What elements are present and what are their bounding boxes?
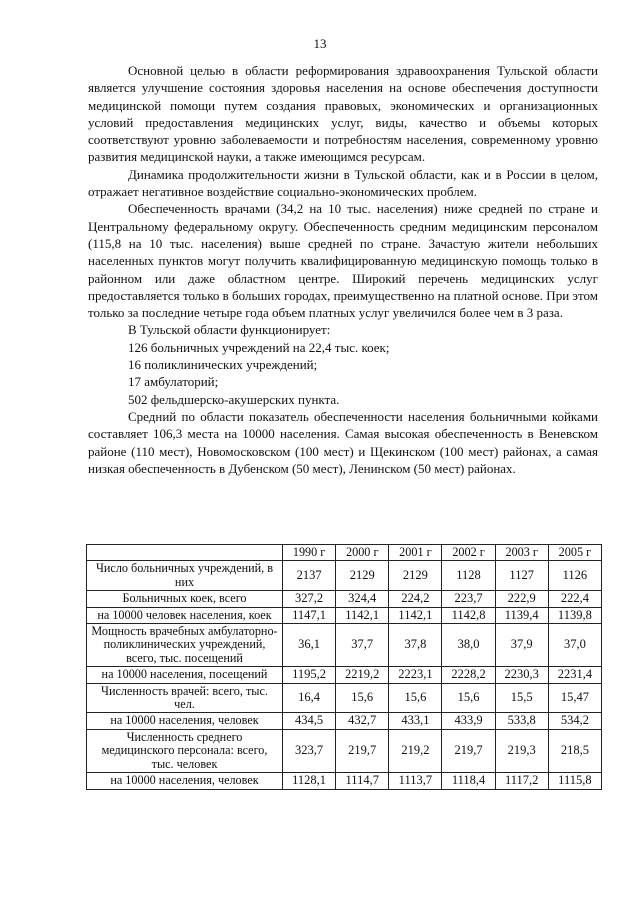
- paragraph-goal: Основной целью в области реформирования здравоохранения Тульской области является улучшение состояния здоровья населения на основе обеспечения доступности медицинской помощи путем создания правовых, экономических и организационных условий предоставления медицинских услуг, виды, качество и объемы которых соответствуют уровню заболеваемости и потребностям населения, современному уровню развития медицинской науки, а также имеющимся ресурсам.: [88, 63, 598, 165]
- table-header-cell: 2003 г: [495, 545, 548, 561]
- table-cell: 15,47: [548, 683, 601, 713]
- list-item: 17 амбулаторий;: [128, 374, 219, 390]
- table-row: [87, 667, 602, 683]
- table-cell: 1139,4: [495, 607, 548, 623]
- table-cell: 16,4: [283, 683, 336, 713]
- table-cell: 2230,3: [495, 667, 548, 683]
- table-cell: 1126: [548, 561, 601, 591]
- table-cell: 434,5: [283, 713, 336, 729]
- table-cell: 224,2: [389, 591, 442, 607]
- table-cell: 219,7: [336, 729, 389, 772]
- table-cell: 219,7: [442, 729, 495, 772]
- table-cell: 534,2: [548, 713, 601, 729]
- table-cell: 15,6: [389, 683, 442, 713]
- table-row: [87, 624, 602, 667]
- table-cell: 433,1: [389, 713, 442, 729]
- table-cell: 2223,1: [389, 667, 442, 683]
- table-row-label: Больничных коек, всего: [87, 591, 283, 607]
- table-cell: 1127: [495, 561, 548, 591]
- table-cell: 1113,7: [389, 773, 442, 789]
- table-header-cell: 2000 г: [336, 545, 389, 561]
- list-item: 16 поликлинических учреждений;: [128, 357, 318, 373]
- table-row: [87, 561, 602, 591]
- table-row-label: на 10000 человек населения, коек: [87, 607, 283, 623]
- table-row-label: Численность среднего медицинского персонала: всего, тыс. человек: [87, 729, 283, 772]
- table-cell: 2137: [283, 561, 336, 591]
- paragraph-staffing: Обеспеченность врачами (34,2 на 10 тыс. населения) ниже средней по стране и Центральному федеральному округу. Обеспеченность средним медицинским персоналом (115,8 на 10 тыс. населения) выше средней по стране. Зачастую жители небольших населенных пунктов могут получить квалифицированную медицинскую помощь только в районном или даже областном центре. Широкий перечень медицинских услуг предоставляется только в больших городах, преимущественно на платной основе. При этом только за последние четыре года объем платных услуг увеличился более чем в 3 раза.: [88, 201, 598, 321]
- table-row-label: Численность врачей: всего, тыс. чел.: [87, 683, 283, 713]
- list-item: 502 фельдшерско-акушерских пункта.: [128, 391, 340, 407]
- table-cell: 37,7: [336, 624, 389, 667]
- table-row: [87, 607, 602, 623]
- table-cell: 218,5: [548, 729, 601, 772]
- statistics-table: [86, 544, 602, 790]
- table-header-cell: 2002 г: [442, 545, 495, 561]
- table-cell: 15,6: [336, 683, 389, 713]
- table-cell: 219,2: [389, 729, 442, 772]
- table-row-label: Мощность врачебных амбулаторно-поликлинических учреждений, всего, тыс. посещений: [87, 624, 283, 667]
- table-cell: 15,5: [495, 683, 548, 713]
- body-text: [88, 62, 598, 477]
- table-row: [87, 773, 602, 789]
- table-cell: 38,0: [442, 624, 495, 667]
- table-cell: 1118,4: [442, 773, 495, 789]
- table-cell: 37,9: [495, 624, 548, 667]
- table-row-label: на 10000 населения, посещений: [87, 667, 283, 683]
- table-cell: 222,4: [548, 591, 601, 607]
- table-cell: 2219,2: [336, 667, 389, 683]
- table-cell: 1128: [442, 561, 495, 591]
- table-cell: 1142,8: [442, 607, 495, 623]
- table-cell: 323,7: [283, 729, 336, 772]
- paragraph-life-expectancy: Динамика продолжительности жизни в Тульской области, как и в России в целом, отражает негативное воздействие социально-экономических проблем.: [88, 166, 598, 200]
- table-row: [87, 683, 602, 713]
- table-cell: 533,8: [495, 713, 548, 729]
- table-row: [87, 729, 602, 772]
- list-item: 126 больничных учреждений на 22,4 тыс. коек;: [128, 339, 390, 355]
- table-header-cell: 2001 г: [389, 545, 442, 561]
- table-cell: 1142,1: [389, 607, 442, 623]
- table-cell: 223,7: [442, 591, 495, 607]
- table-row: [87, 713, 602, 729]
- table-cell: 1117,2: [495, 773, 548, 789]
- table-cell: 1139,8: [548, 607, 601, 623]
- table-cell: 1128,1: [283, 773, 336, 789]
- table-cell: 433,9: [442, 713, 495, 729]
- table-cell: 15,6: [442, 683, 495, 713]
- table-row: [87, 591, 602, 607]
- table-cell: 1115,8: [548, 773, 601, 789]
- table-header-row: [87, 545, 602, 561]
- table-cell: 37,8: [389, 624, 442, 667]
- table-row-label: на 10000 населения, человек: [87, 773, 283, 789]
- table-cell: 1195,2: [283, 667, 336, 683]
- table-cell: 37,0: [548, 624, 601, 667]
- paragraph-bed-provision: Средний по области показатель обеспеченности населения больничными койками составляет 106,3 места на 10000 населения. Самая высокая обеспеченность в Веневском районе (110 мест), Новомосковском (100 мест) и Щекинском (100 мест) районах, а самая низкая обеспеченность в Дубенском (50 мест), Ленинском (50 мест) районах.: [88, 408, 598, 476]
- table-body: [87, 561, 602, 789]
- table-cell: 1142,1: [336, 607, 389, 623]
- table-cell: 2129: [336, 561, 389, 591]
- table-cell: 432,7: [336, 713, 389, 729]
- table-cell: 324,4: [336, 591, 389, 607]
- table-cell: 327,2: [283, 591, 336, 607]
- list-intro: В Тульской области функционирует:: [128, 322, 331, 338]
- table-cell: 2231,4: [548, 667, 601, 683]
- table-row-label: на 10000 населения, человек: [87, 713, 283, 729]
- table-cell: 1114,7: [336, 773, 389, 789]
- table-header-cell: [87, 545, 283, 561]
- table-header-cell: 2005 г: [548, 545, 601, 561]
- table-cell: 1147,1: [283, 607, 336, 623]
- table-cell: 222,9: [495, 591, 548, 607]
- table-row-label: Число больничных учреждений, в них: [87, 561, 283, 591]
- table-cell: 2228,2: [442, 667, 495, 683]
- table-cell: 219,3: [495, 729, 548, 772]
- table-cell: 2129: [389, 561, 442, 591]
- table-cell: 36,1: [283, 624, 336, 667]
- table-header-cell: 1990 г: [283, 545, 336, 561]
- page-number: 13: [313, 36, 327, 51]
